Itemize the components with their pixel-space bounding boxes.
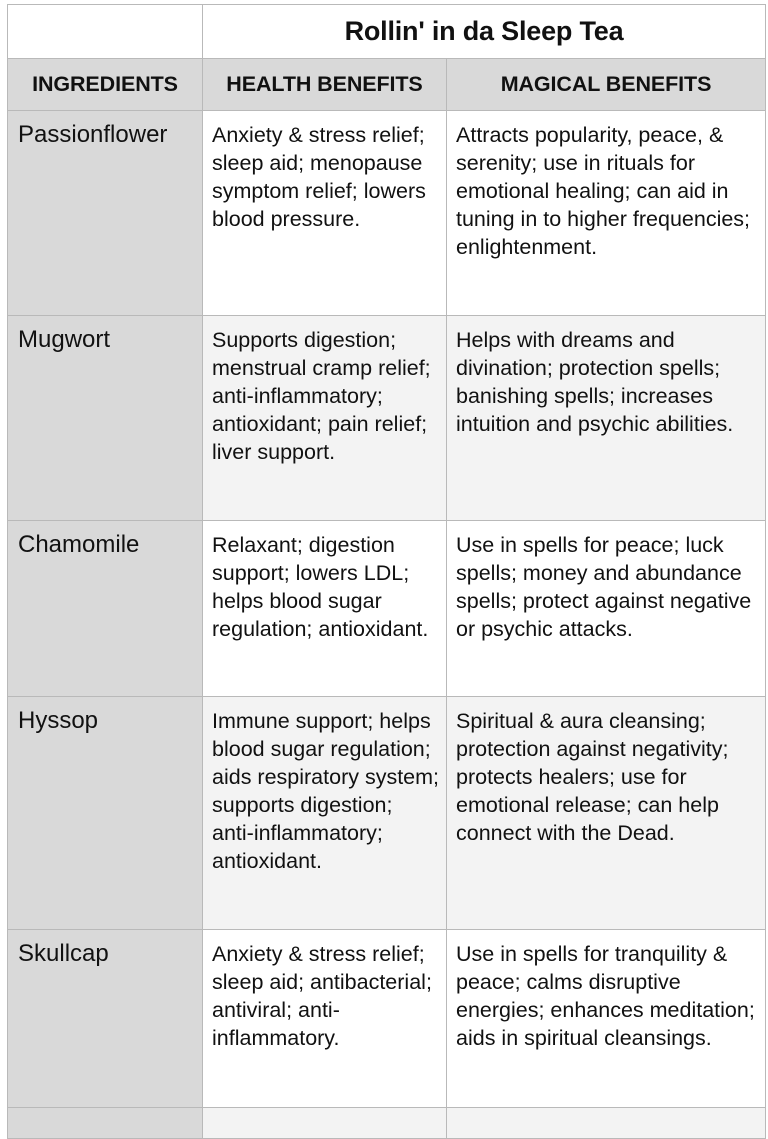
empty-health-cell	[203, 1108, 447, 1139]
table-row-passionflower	[8, 111, 766, 316]
health-benefits-cell: Relaxant; digestion support; lowers LDL; helps blood sugar regulation; antioxidant.	[203, 521, 447, 697]
table-title: Rollin' in da Sleep Tea	[203, 5, 766, 59]
ingredient-cell: Mugwort	[8, 316, 203, 521]
ingredient-cell: Chamomile	[8, 521, 203, 697]
magical-benefits-cell: Use in spells for peace; luck spells; money and abundance spells; protect against negative or psychic attacks.	[447, 521, 766, 697]
empty-magical-cell	[447, 1108, 766, 1139]
corner-cell	[8, 5, 203, 59]
health-benefits-cell: Anxiety & stress relief; sleep aid; antibacterial; antiviral; anti-inflammatory.	[203, 930, 447, 1108]
herb-table	[7, 4, 766, 1139]
header-ingredients: INGREDIENTS	[8, 59, 203, 111]
table-row-empty	[8, 1108, 766, 1139]
ingredient-cell: Skullcap	[8, 930, 203, 1108]
magical-benefits-cell: Helps with dreams and divination; protection spells; banishing spells; increases intuition and psychic abilities.	[447, 316, 766, 521]
health-benefits-cell: Supports digestion; menstrual cramp relief; anti-inflammatory; antioxidant; pain relief; liver support.	[203, 316, 447, 521]
header-row	[8, 59, 766, 111]
magical-benefits-cell: Attracts popularity, peace, & serenity; use in rituals for emotional healing; can aid in tuning in to higher frequencies; enlightenment.	[447, 111, 766, 316]
table-row-mugwort	[8, 316, 766, 521]
empty-ingredient-cell	[8, 1108, 203, 1139]
header-health-benefits: HEALTH BENEFITS	[203, 59, 447, 111]
health-benefits-cell: Immune support; helps blood sugar regulation; aids respiratory system; supports digestion; anti-inflammatory; antioxidant.	[203, 697, 447, 930]
table-row-skullcap	[8, 930, 766, 1108]
table-row-hyssop	[8, 697, 766, 930]
health-benefits-cell: Anxiety & stress relief; sleep aid; menopause symptom relief; lowers blood pressure.	[203, 111, 447, 316]
header-magical-benefits: MAGICAL BENEFITS	[447, 59, 766, 111]
magical-benefits-cell: Use in spells for tranquility & peace; calms disruptive energies; enhances meditation; aids in spiritual cleansings.	[447, 930, 766, 1108]
ingredient-cell: Hyssop	[8, 697, 203, 930]
title-row	[8, 5, 766, 59]
ingredient-cell: Passionflower	[8, 111, 203, 316]
magical-benefits-cell: Spiritual & aura cleansing; protection against negativity; protects healers; use for emotional release; can help connect with the Dead.	[447, 697, 766, 930]
table-row-chamomile	[8, 521, 766, 697]
